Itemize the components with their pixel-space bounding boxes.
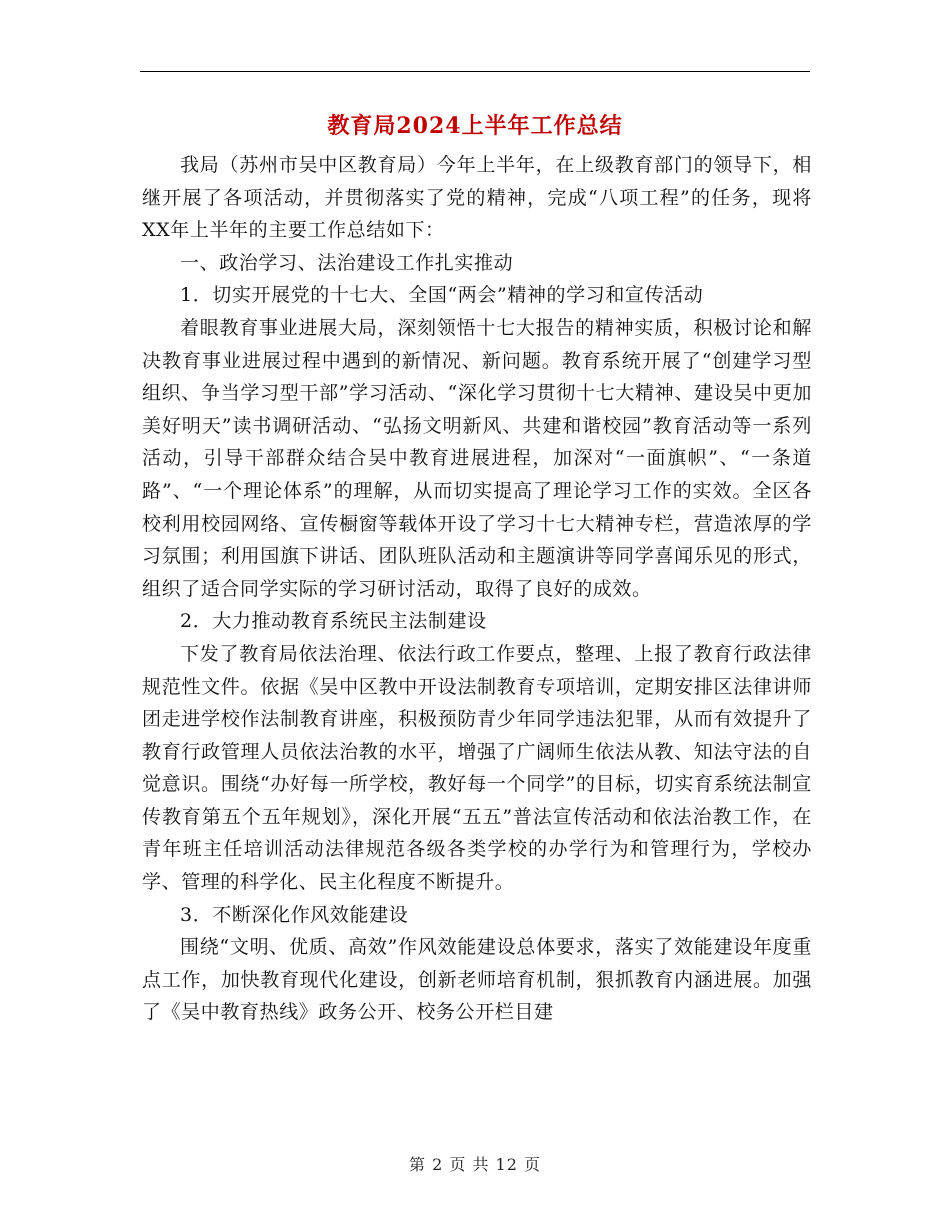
document-body — [142, 149, 812, 1029]
header-rule — [140, 71, 810, 72]
document-title: 教育局2024上半年工作总结 — [327, 113, 623, 139]
subheading-1: 1．切实开展党的十七大、全国“两会”精神的学习和宣传活动 — [180, 284, 704, 307]
body-paragraph-3: 围绕“文明、优质、高效”作风效能建设总体要求，落实了效能建设年度重点工作，加快教育现代化建设，创新老师培育机制，狠抓教育内涵进展。加强了《吴中教育热线》政务公开、校务公开栏目建 — [142, 936, 812, 1024]
intro-paragraph: 我局（苏州市吴中区教育局）今年上半年，在上级教育部门的领导下，相继开展了各项活动，并贯彻落实了党的精神，完成“八项工程”的任务，现将XX年上半年的主要工作总结如下： — [142, 154, 812, 242]
subheading-2: 2．大力推动教育系统民主法制建设 — [180, 610, 487, 633]
body-paragraph-1: 着眼教育事业进展大局，深刻领悟十七大报告的精神实质，积极讨论和解决教育事业进展过程中遇到的新情况、新问题。教育系统开展了“创建学习型组织、争当学习型干部”学习活动、“深化学习贯彻十七大精神、建设吴中更加美好明天”读书调研活动、“弘扬文明新风、共建和谐校园”教育活动等一系列活动，引导干部群众结合吴中教育进展进程，加深对“一面旗帜”、“一条道路”、“一个理论体系”的理解，从而切实提高了理论学习工作的实效。全区各校利用校园网络、宣传橱窗等载体开设了学习十七大精神专栏，营造浓厚的学习氛围；利用国旗下讲话、团队班队活动和主题演讲等同学喜闻乐见的形式，组织了适合同学实际的学习研讨活动，取得了良好的成效。 — [142, 316, 812, 600]
body-paragraph-2: 下发了教育局依法治理、依法行政工作要点，整理、上报了教育行政法律规范性文件。依据《吴中区教中开设法制教育专项培训，定期安排区法律讲师团走进学校作法制教育讲座，积极预防青少年同学违法犯罪，从而有效提升了教育行政管理人员依法治教的水平，增强了广阔师生依法从教、知法守法的自觉意识。围绕“办好每一所学校，教好每一个同学”的目标，切实育系统法制宣传教育第五个五年规划》，深化开展“五五”普法宣传活动和依法治教工作，在青年班主任培训活动法律规范各级各类学校的办学行为和管理行为，学校办学、管理的科学化、民主化程度不断提升。 — [142, 642, 812, 894]
subheading-3: 3．不断深化作风效能建设 — [180, 903, 409, 926]
page-number-footer: 第 2 页 共 12 页 — [409, 1155, 541, 1174]
section-heading-1: 一、政治学习、法治建设工作扎实推动 — [180, 251, 514, 274]
